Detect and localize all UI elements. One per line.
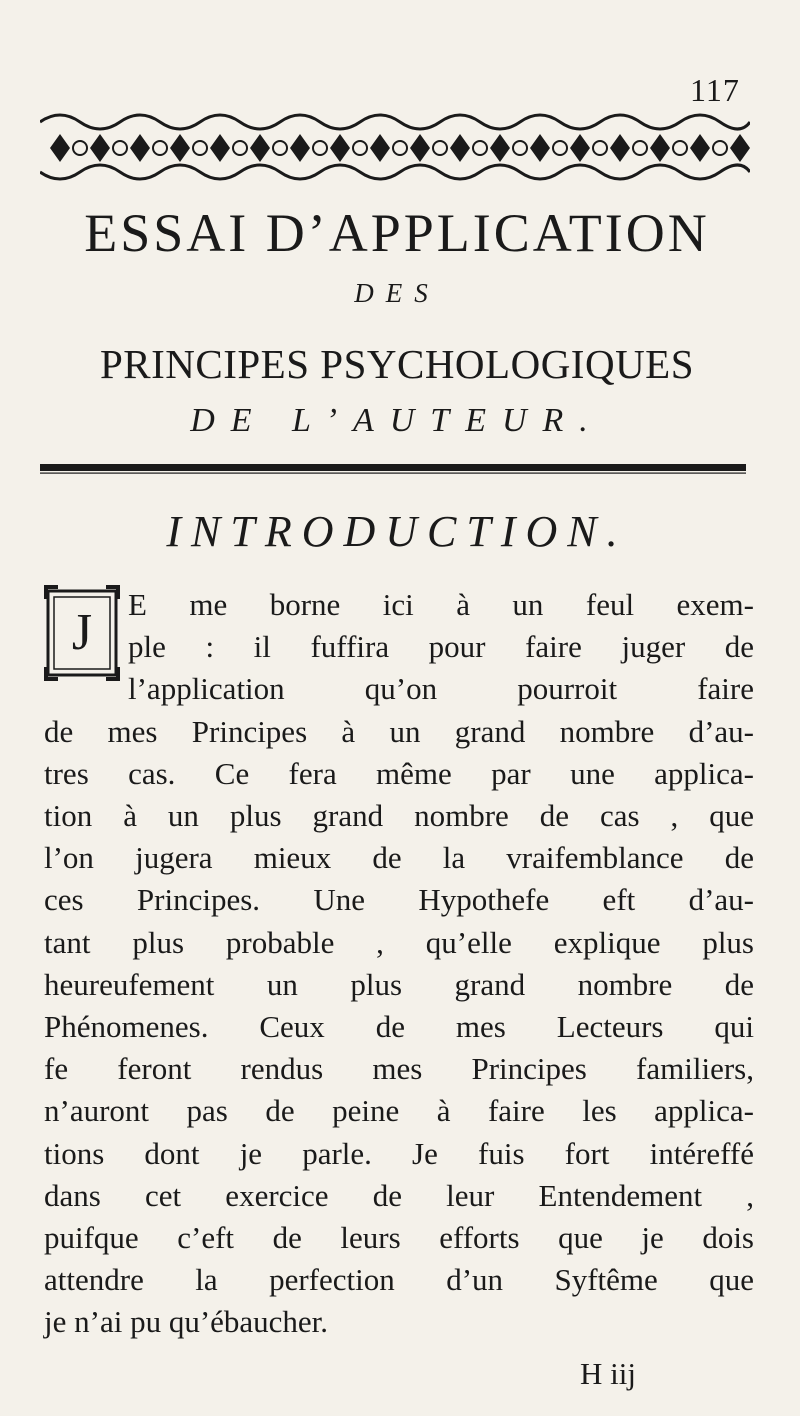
heavy-rule bbox=[40, 462, 746, 474]
text-line: de mes Principes à un grand nombre d’au- bbox=[44, 713, 754, 749]
text-line: tions dont je parle. Je fuis fort intéreffé bbox=[44, 1135, 754, 1171]
text-line: tion à un plus grand nombre de cas , que bbox=[44, 798, 754, 834]
page-number: 117 bbox=[690, 72, 740, 108]
drop-cap: J bbox=[71, 604, 93, 661]
text-line: ces Principes. Une Hypothefe eft d’au- bbox=[44, 882, 754, 918]
text-line: attendre la perfection d’un Syftême que bbox=[44, 1262, 754, 1298]
text-line: l’on jugera mieux de la vraifemblance de bbox=[44, 840, 754, 876]
text-line: Phénomenes. Ceux de mes Lecteurs qui bbox=[44, 1009, 754, 1045]
section-heading: INTRODUCTION. bbox=[166, 507, 628, 556]
ornament-band bbox=[40, 108, 750, 188]
title-des: DES bbox=[354, 278, 440, 308]
text-line: dans cet exercice de leur Entendement , bbox=[44, 1177, 754, 1213]
text-line: je n’ai pu qu’ébaucher. bbox=[44, 1304, 329, 1340]
text-line: tant plus probable , qu’elle explique plus bbox=[44, 924, 754, 960]
text-line: E me borne ici à un feul exem- bbox=[128, 587, 754, 622]
text-line: tres cas. Ce fera même par une applica- bbox=[44, 755, 754, 791]
body-paragraph bbox=[44, 584, 754, 1344]
signature-mark: H iij bbox=[580, 1356, 636, 1391]
text-line: n’auront pas de peine à faire les applica- bbox=[44, 1093, 754, 1129]
text-line: fe feront rendus mes Principes familiers, bbox=[44, 1051, 754, 1087]
text-line: l’application qu’on pourroit faire bbox=[128, 671, 754, 707]
title-de-auteur: DE L’AUTEUR. bbox=[190, 402, 604, 439]
text-line: puifque c’eft de leurs efforts que je dois bbox=[44, 1220, 754, 1256]
text-line: heureufement un plus grand nombre de bbox=[44, 966, 754, 1002]
essay-title: ESSAI D’APPLICATION bbox=[84, 203, 710, 263]
essay-subtitle: PRINCIPES PSYCHOLOGIQUES bbox=[99, 341, 695, 387]
text-line: ple : il fuffira pour faire juger de bbox=[128, 629, 754, 665]
